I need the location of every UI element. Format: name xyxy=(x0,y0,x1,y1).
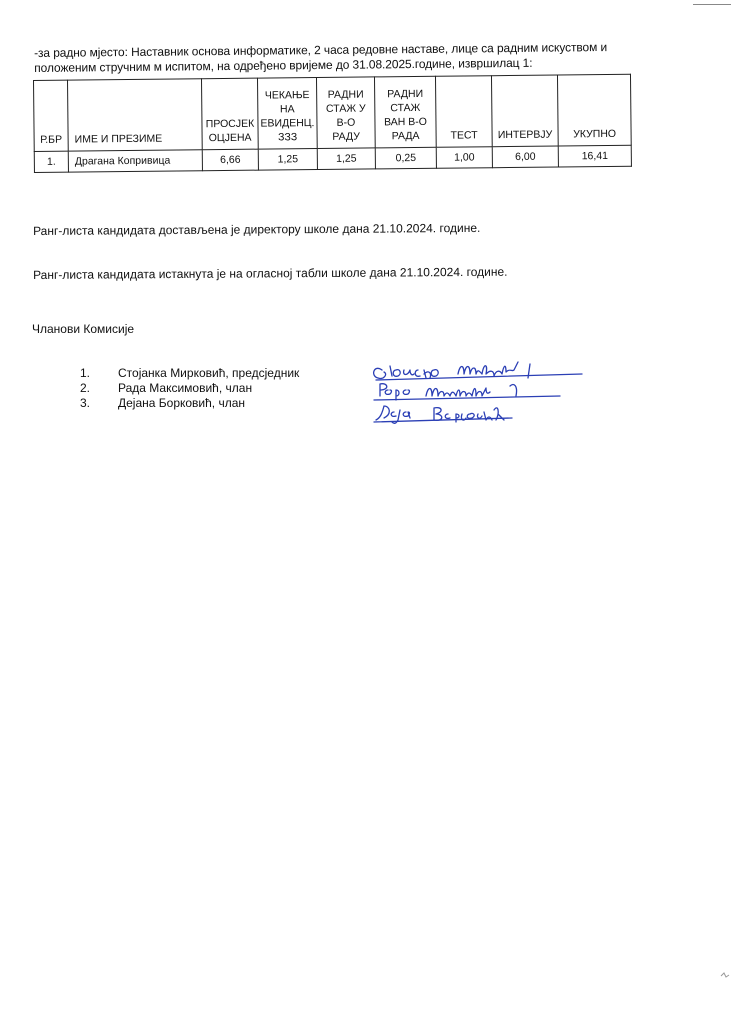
cell-intervju: 6,00 xyxy=(492,146,558,168)
header-rb: Р.БР xyxy=(34,80,69,151)
member-number: 1. xyxy=(80,366,91,380)
commission-members xyxy=(80,366,299,411)
cell-ukupno: 16,41 xyxy=(558,145,631,167)
cell-rb: 1. xyxy=(34,151,68,172)
header-staz-van-line: СТАЖ xyxy=(390,101,421,115)
member-number: 3. xyxy=(80,396,91,410)
list-item xyxy=(80,396,299,411)
scan-mark xyxy=(693,4,731,5)
member-name: Рада Максимовић, члан xyxy=(118,381,253,395)
header-staz-vo-line: РАДНИ xyxy=(327,88,364,101)
header-test: ТЕСТ xyxy=(435,76,492,148)
member-number: 2. xyxy=(80,381,91,395)
header-cekanje-line: НА xyxy=(279,103,295,116)
header-staz-van-line: ВАН В-О xyxy=(383,115,427,129)
header-intervju: ИНТЕРВЈУ xyxy=(491,75,558,147)
header-prosjek-line: ПРОСЈЕК xyxy=(205,117,255,131)
header-ukupno: УКУПНО xyxy=(557,74,631,146)
header-radni-staz-van xyxy=(374,76,436,148)
header-staz-vo-line: В-О xyxy=(336,116,356,129)
cell-cekanje: 1,25 xyxy=(258,149,317,171)
ranking-table xyxy=(33,74,632,173)
cell-name: Драгана Копривица xyxy=(68,150,202,172)
cell-radni-staz-van: 0,25 xyxy=(375,147,436,169)
member-name: Стојанка Мирковић, предсједник xyxy=(118,366,300,380)
header-cekanje-line: ЧЕКАЊЕ xyxy=(264,89,310,102)
notice-posted: Ранг-листа кандидата истакнута је на огласној табли школе дана 21.10.2024. године. xyxy=(33,264,508,282)
cell-radni-staz-vo: 1,25 xyxy=(317,148,375,170)
position-description xyxy=(34,40,634,76)
header-prosjek-line: ОЦЈЕНА xyxy=(208,131,252,145)
ranking-table-wrapper xyxy=(33,74,632,173)
handwritten-signatures xyxy=(360,356,590,428)
header-cekanje xyxy=(257,78,317,150)
header-name: ИМЕ И ПРЕЗИМЕ xyxy=(68,79,203,151)
header-cekanje-line: ЗЗЗ xyxy=(278,131,298,144)
scan-speck-icon xyxy=(718,968,732,982)
intro-line-1: -за радно мјесто: Наставник основа информатике, 2 часа редовне наставе, лице са радним искуством и xyxy=(34,39,608,60)
header-staz-vo-line: СТАЖ У xyxy=(325,102,366,115)
member-name: Дејана Борковић, члан xyxy=(118,396,246,410)
table-header-row xyxy=(34,74,632,151)
header-staz-van-line: РАДА xyxy=(391,129,420,143)
header-cekanje-line: ЕВИДЕНЦ. xyxy=(260,117,315,130)
intro-line-2: положеним стручним м испитом, на одређено вријеме до 31.08.2025.године, извршилац 1: xyxy=(34,55,533,75)
header-radni-staz-vo xyxy=(316,77,375,149)
header-staz-vo-line: РАДУ xyxy=(332,130,360,143)
commission-title: Чланови Комисије xyxy=(32,322,135,336)
cell-prosjek: 6,66 xyxy=(202,149,258,171)
header-staz-van-line: РАДНИ xyxy=(387,87,424,101)
cell-test: 1,00 xyxy=(436,147,492,169)
list-item xyxy=(80,366,299,381)
header-prosjek xyxy=(201,78,258,150)
notice-delivered: Ранг-листа кандидата достављена је директору школе дана 21.10.2024. године. xyxy=(33,220,481,238)
list-item xyxy=(80,381,299,396)
